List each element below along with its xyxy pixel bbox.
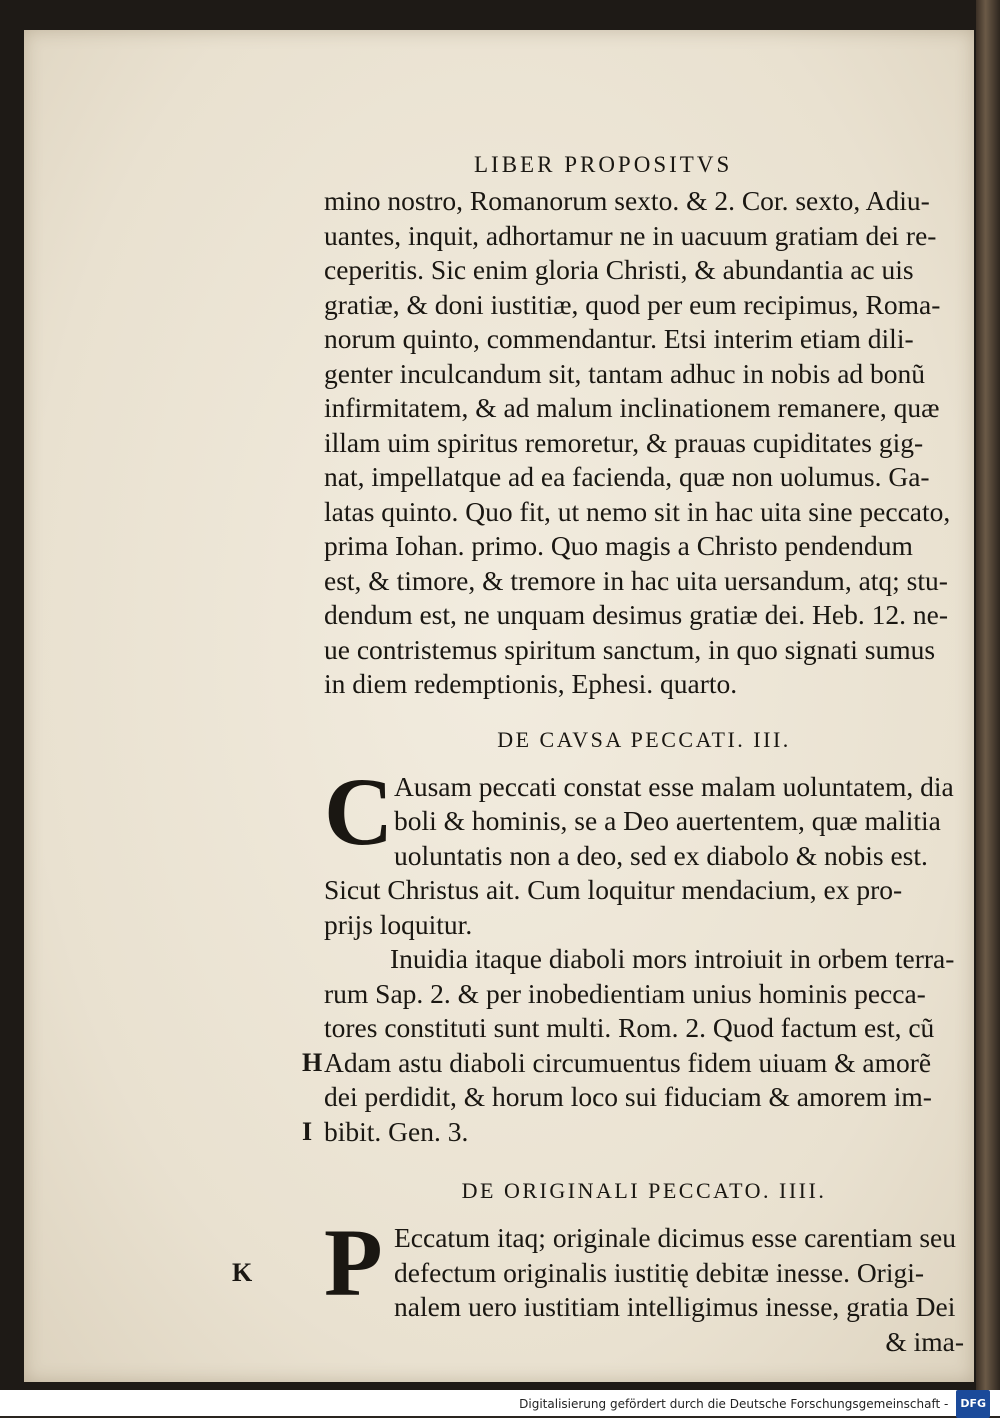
text-line: Inuidia itaque diaboli mors introiuit in orbem terra- [390,943,955,974]
text-line: illam uim spiritus remoretur, & prauas cupiditates gig- [324,426,924,458]
running-head: LIBER PROPOSITVS [474,152,733,177]
text-line: latas quinto. Quo fit, ut nemo sit in hac uita sine peccato, [324,495,951,527]
text-line: uoluntatis non a deo, sed ex diabolo & nobis est. [394,839,928,871]
drop-cap-initial: P [324,1209,383,1316]
book-binding-edge [976,0,1000,1390]
text-line: nat, impellatque ad ea facienda, quæ non uolumus. Ga- [324,461,930,492]
book-page [24,30,974,1382]
text-line: Ausam peccati constat esse malam uoluntatem, dia [394,770,954,802]
text-line: dei perdidit, & horum loco sui fiduciam & amorem im- [324,1081,932,1112]
section-heading-originali-peccato: DE ORIGINALI PECCATO. IIII. [461,1178,827,1203]
text-line: boli & hominis, se a Deo auertentem, quæ malitia [394,805,941,836]
section-1-text [324,184,964,702]
text-line: dendum est, ne unquam desimus gratiæ dei. Heb. 12. ne- [324,599,948,630]
section-2-paragraph-1 [324,757,964,943]
text-line-content: Adam astu diaboli circumuentus fidem uiuam & amorẽ [324,1046,932,1078]
text-line [302,1046,964,1081]
text-line: tores constituti sunt multi. Rom. 2. Quod factum est, cũ [324,1012,935,1043]
catchword: & ima- [885,1325,964,1357]
text-line-content: bibit. Gen. 3. [324,1115,469,1147]
text-line: ceperitis. Sic enim gloria Christi, & abundantia ac uis [324,254,914,285]
text-line: rum Sap. 2. & per inobedientiam unius hominis pecca- [324,977,926,1009]
section-2-paragraph-2 [302,942,964,1149]
digitization-footer [0,1390,1000,1416]
text-line: norum quinto, commendantur. Etsi interim etiam dili- [324,323,914,354]
text-line [302,1115,964,1150]
text-line: ue contristemus spiritum sanctum, in quo signati sumus [324,633,936,665]
text-line: nalem uero iustitiam intelligimus inesse, gratia Dei [394,1291,956,1322]
marginal-letter-i: I [302,1116,313,1146]
text-line: Eccatum itaq; originale dicimus esse carentiam seu [394,1222,957,1253]
dfg-logo: DFG [956,1390,990,1418]
text-line: infirmitatem, & ad malum inclinationem remanere, quæ [324,392,940,423]
text-line [232,1256,964,1291]
digitization-credit: Digitalisierung gefördert durch die Deutsche Forschungsgemeinschaft - [519,1396,949,1411]
section-heading-causa-peccati: DE CAVSA PECCATI. III. [497,726,791,752]
text-line: est, & timore, & tremore in hac uita uersandum, atq; stu- [324,564,948,596]
text-line: genter inculcandum sit, tantam adhuc in nobis ad bonũ [324,357,926,389]
text-line: in diem redemptionis, Ephesi. quarto. [324,668,738,699]
drop-cap-initial: C [324,757,394,865]
text-line: mino nostro, Romanorum sexto. & 2. Cor. sexto, Adiu- [324,185,930,216]
text-line: Sicut Christus ait. Cum loquitur mendacium, ex pro- [324,874,903,905]
text-line-content: defectum originalis iustitię debitæ inesse. Origi- [394,1256,925,1288]
text-line: gratiæ, & doni iustitiæ, quod per eum recipimus, Roma- [324,288,941,320]
text-line: prima Iohan. primo. Quo magis a Christo pendendum [324,530,913,561]
text-line: prijs loquitur. [324,908,473,940]
text-line: uantes, inquit, adhortamur ne in uacuum gratiam dei re- [324,219,937,251]
section-3-paragraph [232,1209,964,1359]
marginal-letter-h: H [302,1047,323,1077]
marginal-letter-k: K [232,1257,253,1287]
page-text [232,150,964,1359]
